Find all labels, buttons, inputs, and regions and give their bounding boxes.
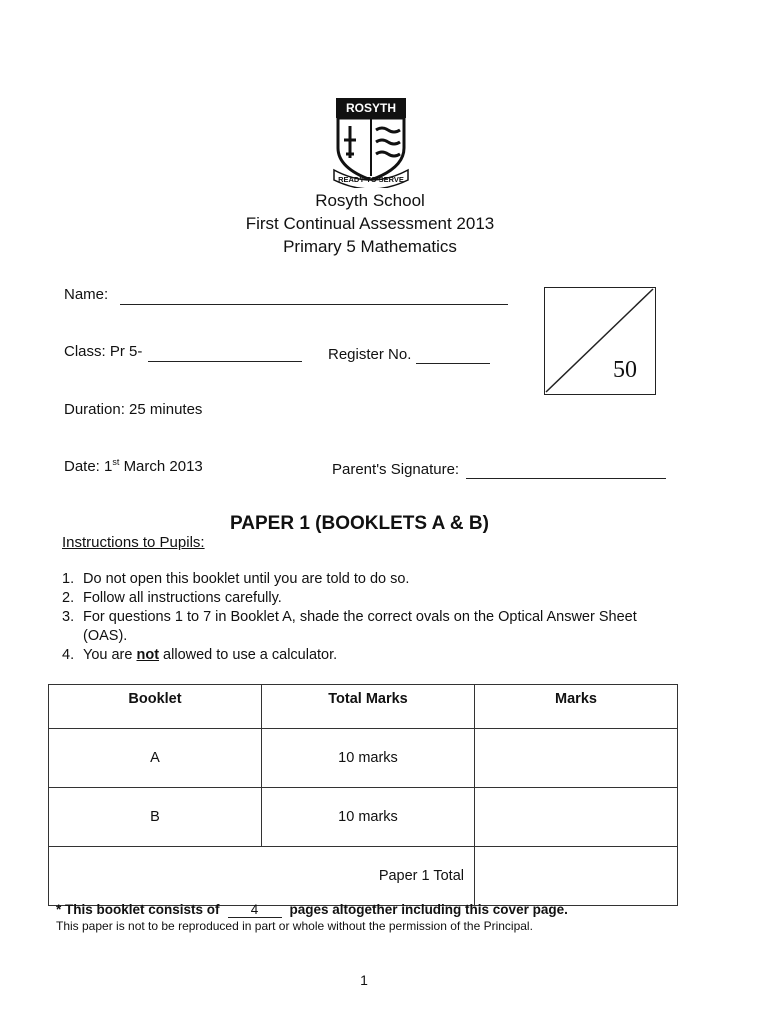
page-count-value: 4 <box>228 902 282 918</box>
table-header-row <box>49 685 678 729</box>
total-marks-cell: 10 marks <box>262 788 475 847</box>
marks-cell[interactable] <box>475 729 678 788</box>
svg-text:READY TO SERVE: READY TO SERVE <box>338 175 404 184</box>
score-box-diagonal <box>545 288 654 393</box>
parent-signature-line[interactable] <box>466 478 666 479</box>
school-name: Rosyth School <box>315 191 425 210</box>
parent-signature-label: Parent's Signature: <box>332 461 460 478</box>
duration-row <box>64 401 202 418</box>
score-box <box>544 287 656 395</box>
table-row <box>49 729 678 788</box>
school-crest-logo <box>332 96 410 188</box>
name-label: Name: <box>64 286 109 303</box>
instruction-item: 4. You are not allowed to use a calculator. <box>62 647 338 663</box>
paper-title: PAPER 1 (BOOKLETS A & B) <box>230 513 489 534</box>
class-field-line[interactable] <box>148 361 302 362</box>
duration-label: Duration: <box>64 401 125 418</box>
paper-total-label: Paper 1 Total <box>49 847 475 906</box>
class-prefix: Pr 5- <box>109 343 143 360</box>
marks-cell[interactable] <box>475 788 678 847</box>
header-booklet: Booklet <box>49 685 262 729</box>
instructions-list <box>62 570 662 665</box>
register-number-label: Register No. <box>328 346 412 363</box>
page-number: 1 <box>360 972 368 988</box>
date-row <box>64 457 203 475</box>
booklet-cell: B <box>49 788 262 847</box>
instructions-heading: Instructions to Pupils: <box>62 534 205 551</box>
date-value: 1st March 2013 <box>104 457 203 475</box>
date-label: Date: <box>64 458 100 475</box>
score-total: 50 <box>613 357 637 383</box>
subject-title: Primary 5 Mathematics <box>283 237 457 256</box>
booklet-cell: A <box>49 729 262 788</box>
table-total-row <box>49 847 678 906</box>
header-marks: Marks <box>475 685 678 729</box>
instruction-item: 2. Follow all instructions carefully. <box>62 590 282 606</box>
paper-total-cell[interactable] <box>475 847 678 906</box>
table-row <box>49 788 678 847</box>
instruction-emphasis: not <box>136 647 160 663</box>
instruction-item: 3. For questions 1 to 7 in Booklet A, shade the correct ovals on the Optical Answer Sheet (OAS). <box>62 609 637 644</box>
instruction-item: 1. Do not open this booklet until you are told to do so. <box>62 571 410 587</box>
register-number-field-line[interactable] <box>416 363 490 364</box>
svg-text:ROSYTH: ROSYTH <box>345 101 397 115</box>
total-marks-cell: 10 marks <box>262 729 475 788</box>
duration-value: 25 minutes <box>129 401 203 418</box>
marks-table <box>48 684 678 906</box>
assessment-title: First Continual Assessment 2013 <box>245 214 495 233</box>
name-field-line[interactable] <box>120 304 508 305</box>
class-label: Class: Pr 5- <box>64 343 143 360</box>
copyright-note: This paper is not to be reproduced in part or whole without the permission of the Principal. <box>56 919 533 933</box>
header-total-marks: Total Marks <box>262 685 475 729</box>
booklet-page-count-note: * This booklet consists of 4 pages altogether including this cover page. <box>56 902 568 917</box>
